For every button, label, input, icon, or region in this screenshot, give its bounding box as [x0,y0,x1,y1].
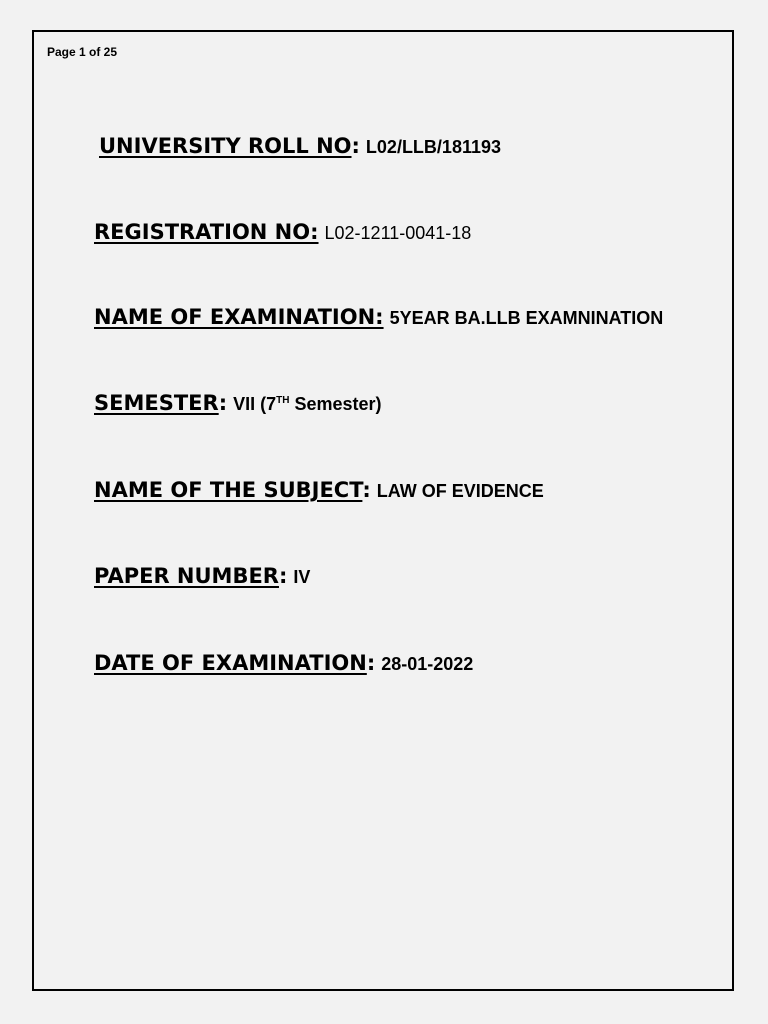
exam-date-label: DATE OF EXAMINATION [94,651,367,675]
exam-date-colon: : [366,651,376,675]
subject-value: LAW OF EVIDENCE [376,481,544,501]
subject-field [94,478,544,502]
paper-number-field [94,564,310,588]
semester-value [233,394,381,414]
exam-name-field [94,305,663,329]
semester-value-prefix: VII (7 [233,394,277,414]
semester-value-superscript: TH [276,395,290,406]
subject-label: NAME OF THE SUBJECT [94,478,363,502]
semester-value-suffix: Semester) [289,394,382,414]
roll-no-colon: : [351,134,360,158]
paper-number-label: PAPER NUMBER [94,564,279,588]
semester-colon: : [218,391,228,415]
registration-no-field [94,220,471,244]
page-indicator: Page 1 of 25 [47,45,118,59]
paper-number-value: IV [293,567,311,587]
semester-field [94,391,382,415]
page-border [32,30,734,991]
semester-label: SEMESTER [94,391,219,415]
roll-no-value: L02/LLB/181193 [365,137,502,157]
roll-no-label: UNIVERSITY ROLL NO [99,134,352,158]
exam-name-label: NAME OF EXAMINATION: [94,305,384,329]
exam-date-value: 28-01-2022 [381,654,474,674]
registration-no-value: L02-1211-0041-18 [324,223,472,243]
registration-no-label: REGISTRATION NO: [94,220,319,244]
paper-number-colon: : [278,564,288,588]
exam-name-value: 5YEAR BA.LLB EXAMNINATION [389,308,664,328]
roll-no-field [99,134,501,158]
exam-date-field [94,651,473,675]
subject-colon: : [362,478,371,502]
